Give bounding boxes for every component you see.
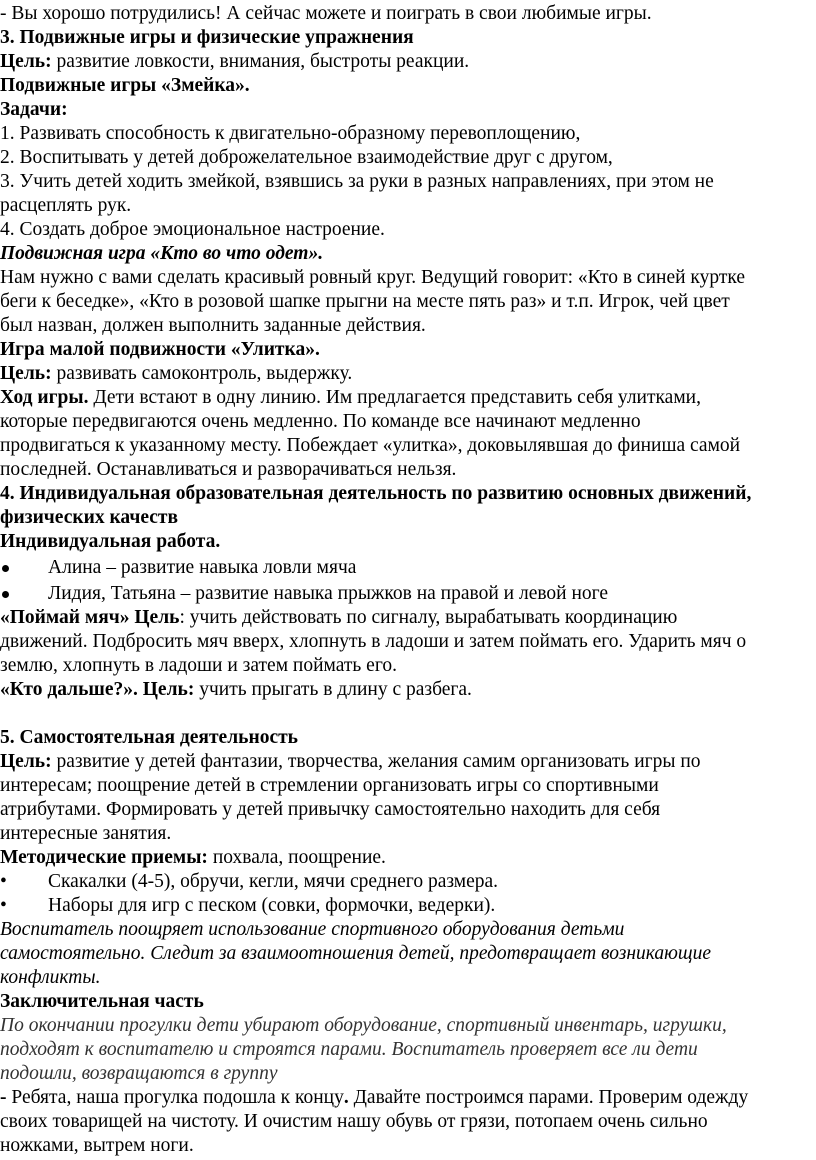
catch-ball-line-3: землю, хлопнуть в ладоши и затем поймать его. xyxy=(0,655,397,676)
encourage-line-2: самостоятельно. Следит за взаимоотношения детей, предотвращает возникающие xyxy=(0,943,712,964)
bullet-item-2: Лидия, Татьяна – развитие навыка прыжков на правой и левой ноге xyxy=(0,582,816,606)
material-item-2: • Наборы для игр с песком (совки, формочки, ведерки). xyxy=(0,895,496,916)
final-part-title: Заключительная часть xyxy=(0,991,204,1012)
encourage-line-1: Воспитатель поощряет использование спортивного оборудования детьми xyxy=(0,919,625,940)
catch-ball-line-2: движений. Подбросить мяч вверх, хлопнуть в ладоши и затем поймать его. Ударить мяч о xyxy=(0,631,747,652)
final-line-1: По окончании прогулки дети убирают оборудование, спортивный инвентарь, игрушки, xyxy=(0,1015,727,1036)
catch-ball-line-1: «Поймай мяч» Цель: учить действовать по сигналу, вырабатывать координацию xyxy=(0,607,678,628)
final-line-2: подходят к воспитателю и строятся парами. Воспитатель проверяет все ли дети xyxy=(0,1039,698,1060)
task-4: 4. Создать доброе эмоциональное настроение. xyxy=(0,219,385,240)
snail-game-title: Игра малой подвижности «Улитка». xyxy=(0,339,320,360)
task-2: 2. Воспитывать у детей доброжелательное взаимодействие друг с другом, xyxy=(0,147,613,168)
course-line-4: последней. Останавливаться и разворачиваться нельзя. xyxy=(0,459,457,480)
bullet-dot-icon xyxy=(2,591,9,598)
bullet-glyph: • xyxy=(0,871,7,892)
who-game-title: Подвижная игра «Кто во что одет». xyxy=(0,243,324,264)
task-3-line-1: 3. Учить детей ходить змейкой, взявшись за руки в разных направлениях, при этом не xyxy=(0,171,714,192)
task-3-line-2: расцеплять рук. xyxy=(0,195,132,216)
section-4-heading-line-1: 4. Индивидуальная образовательная деятельность по развитию основных движений, xyxy=(0,483,752,504)
section-4-heading-line-2: физических качеств xyxy=(0,507,179,528)
final-line-3: подошли, возвращаются в группу xyxy=(0,1063,278,1084)
goal-line-1: Цель: развитие ловкости, внимания, быстроты реакции. xyxy=(0,51,470,72)
closing-line-2: своих товарищей на чистоту. И очистим нашу обувь от грязи, потопаем очень сильно xyxy=(0,1111,708,1132)
goal-line-3-4: интересные занятия. xyxy=(0,823,172,844)
intro-line: - Вы хорошо потрудились! А сейчас можете и поиграть в свои любимые игры. xyxy=(0,3,652,24)
encourage-line-3: конфликты. xyxy=(0,967,101,988)
section-3-heading: 3. Подвижные игры и физические упражнения xyxy=(0,27,414,48)
closing-line-3: ножками, вытрем ноги. xyxy=(0,1135,194,1156)
course-line-2: которые передвигаются очень медленно. По команде все начинают медленно xyxy=(0,411,641,432)
bullet-dot-icon xyxy=(2,565,9,572)
who-game-line-2: беги к беседке», «Кто в розовой шапке прыгни на месте пять раз» и т.п. Игрок, чей цвет xyxy=(0,291,730,312)
tasks-title: Задачи: xyxy=(0,99,68,120)
individual-work-title: Индивидуальная работа. xyxy=(0,531,221,552)
section-5-heading: 5. Самостоятельная деятельность xyxy=(0,727,298,748)
closing-line-1: - Ребята, наша прогулка подошла к концу. Давайте построимся парами. Проверим одежду xyxy=(0,1087,749,1108)
bullet-item-1: Алина – развитие навыка ловли мяча xyxy=(0,556,816,580)
course-line-3: продвигаться к указанному месту. Побеждает «улитка», доковылявшая до финиша самой xyxy=(0,435,741,456)
bullet-glyph: • xyxy=(0,895,7,916)
course-line-1: Ход игры. Дети встают в одну линию. Им предлагается представить себя улитками, xyxy=(0,387,701,408)
goal-line-3-1: Цель: развитие у детей фантазии, творчества, желания самим организовать игры по xyxy=(0,751,701,772)
task-1: 1. Развивать способность к двигательно-образному перевоплощению, xyxy=(0,123,581,144)
material-item-1: • Скакалки (4-5), обручи, кегли, мячи среднего размера. xyxy=(0,871,499,892)
goal-line-3-2: интересам; поощрение детей в стремлении организовать игры со спортивными xyxy=(0,775,659,796)
who-game-line-1: Нам нужно с вами сделать красивый ровный круг. Ведущий говорит: «Кто в синей куртке xyxy=(0,267,746,288)
methods-line: Методические приемы: похвала, поощрение. xyxy=(0,847,386,868)
goal-line-3-3: атрибутами. Формировать у детей привычку самостоятельно находить для себя xyxy=(0,799,661,820)
who-further-line: «Кто дальше?». Цель: учить прыгать в длину с разбега. xyxy=(0,679,472,700)
who-game-line-3: был назван, должен выполнить заданные действия. xyxy=(0,315,426,336)
goal-line-2: Цель: развивать самоконтроль, выдержку. xyxy=(0,363,353,384)
snake-game-title: Подвижные игры «Змейка». xyxy=(0,75,250,96)
